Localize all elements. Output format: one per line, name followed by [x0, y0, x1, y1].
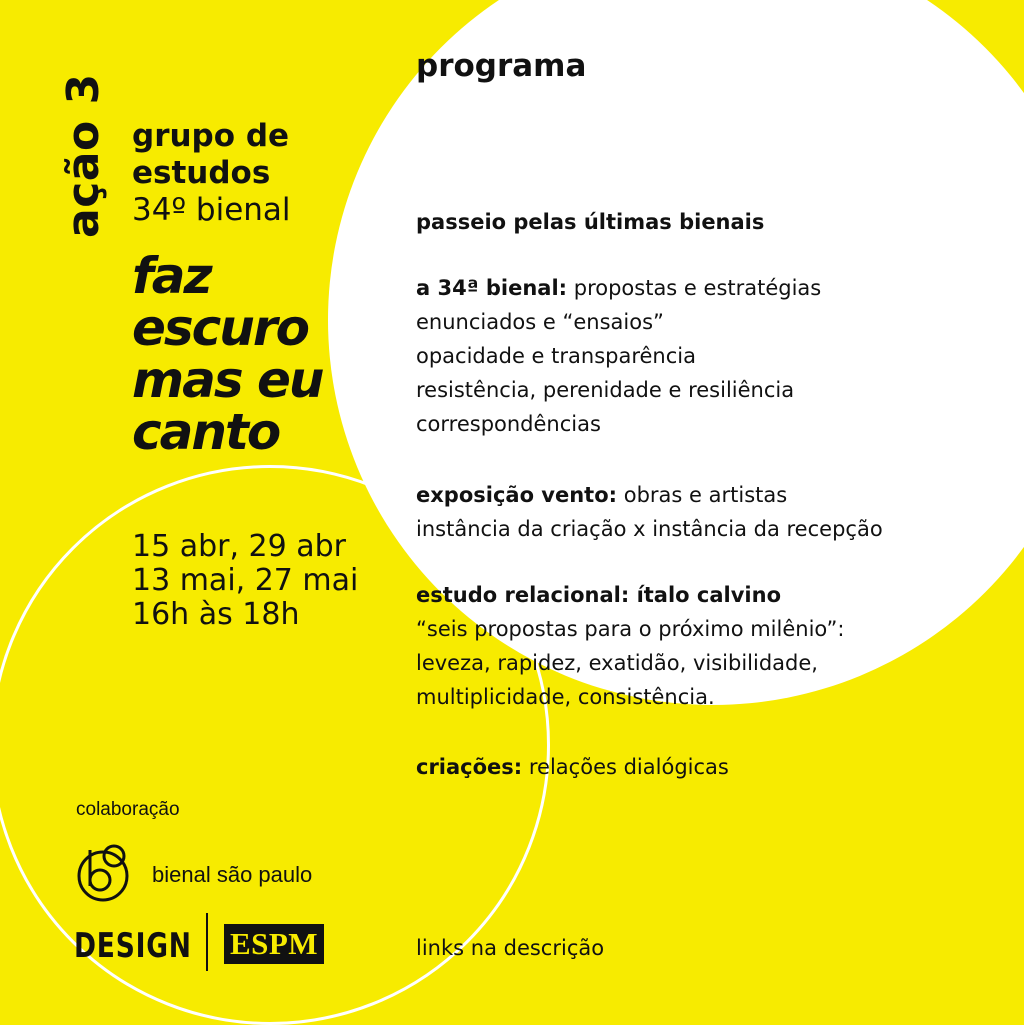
title-line: faz	[132, 247, 211, 305]
schedule-line: 15 abr, 29 abr	[132, 529, 347, 564]
title-line: canto	[132, 403, 280, 461]
section-text: relações dialógicas	[522, 755, 729, 779]
section-row: multiplicidade, consistência.	[416, 685, 715, 709]
schedule-line: 16h às 18h	[132, 597, 300, 632]
section-title: passeio pelas últimas bienais	[416, 210, 765, 234]
group-heading-line1: grupo de	[132, 118, 290, 154]
section-text: obras e artistas	[617, 483, 788, 507]
program-section-5	[416, 750, 729, 784]
section-row: enunciados e “ensaios”	[416, 310, 664, 334]
title-line: escuro	[132, 299, 308, 357]
links-note: links na descrição	[416, 936, 605, 960]
section-row	[416, 271, 821, 305]
group-heading-line3: 34º bienal	[132, 192, 291, 228]
espm-logo: ESPM	[224, 924, 324, 964]
group-heading-line2: estudos	[132, 155, 271, 191]
schedule-line: 13 mai, 27 mai	[132, 563, 359, 598]
section-title: exposição vento:	[416, 483, 618, 507]
acao-label: ação 3	[58, 73, 109, 238]
group-heading	[132, 118, 291, 229]
section-text: propostas e estratégias	[567, 276, 822, 300]
design-logo: DESIGN	[74, 926, 192, 966]
title-line: mas eu	[132, 351, 323, 409]
section-row: instância da criação x instância da recepção	[416, 517, 883, 541]
bienal-sp-label: bienal são paulo	[152, 862, 313, 887]
section-row: resistência, perenidade e resiliência	[416, 378, 795, 402]
section-row: opacidade e transparência	[416, 344, 696, 368]
logo-divider	[206, 913, 208, 971]
schedule	[132, 530, 358, 632]
program-heading: programa	[416, 48, 587, 84]
program-section-4	[416, 578, 844, 714]
program-section-1	[416, 205, 764, 239]
section-title: criações:	[416, 755, 523, 779]
section-row: “seis propostas para o próximo milênio”:	[416, 617, 845, 641]
section-row: correspondências	[416, 412, 601, 436]
program-section-2	[416, 271, 821, 441]
section-row: leveza, rapidez, exatidão, visibilidade,	[416, 651, 818, 675]
section-row	[416, 478, 883, 512]
program-section-3	[416, 478, 883, 546]
section-title: estudo relacional: ítalo calvino	[416, 583, 781, 607]
section-title: a 34ª bienal:	[416, 276, 568, 300]
event-title	[132, 247, 323, 461]
collaboration-label: colaboração	[76, 799, 180, 820]
bienal-logo-icon	[70, 842, 136, 902]
